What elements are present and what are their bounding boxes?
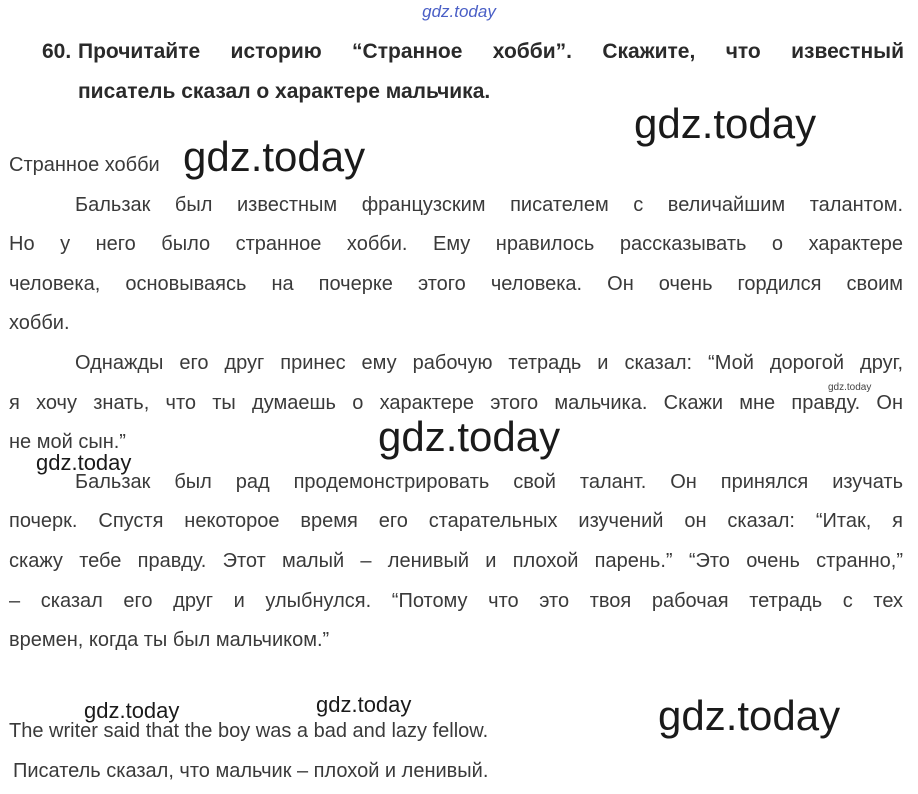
text-line: хобби. <box>9 312 70 335</box>
task-text-line-1: Прочитайте историю “Странное хобби”. Скажите, что известный <box>78 40 904 63</box>
watermark: gdz.today <box>378 413 561 460</box>
text-line: почерк. Спустя некоторое время его старательных изучений он сказал: “Итак, я <box>9 510 903 533</box>
task-number: 60. <box>42 40 72 63</box>
answer-english: The writer said that the boy was a bad and lazy fellow. <box>9 720 489 742</box>
story-paragraph <box>9 186 903 344</box>
text-line: времен, когда ты был мальчиком.” <box>9 629 330 652</box>
watermark-top: gdz.today <box>422 2 496 21</box>
watermark: gdz.today <box>36 450 132 475</box>
text-line: – сказал его друг и улыбнулся. “Потому что это твоя рабочая тетрадь с тех <box>9 589 903 612</box>
watermark: gdz.today <box>84 698 180 723</box>
watermark: gdz.today <box>658 692 841 739</box>
text-line: я хочу знать, что ты думаешь о характере этого мальчика. Скажи мне правду. Он <box>9 391 903 414</box>
text-line: Бальзак был известным французским писателем с величайшим талантом. <box>75 193 903 216</box>
answer-russian: Писатель сказал, что мальчик – плохой и ленивый. <box>13 760 489 782</box>
story-paragraph <box>9 463 903 661</box>
text-line: человека, основываясь на почерке этого человека. Он очень гордился своим <box>9 272 903 295</box>
story-title: Странное хобби <box>9 154 160 176</box>
watermark: gdz.today <box>634 100 817 147</box>
watermark: gdz.today <box>316 692 412 717</box>
text-line: Но у него было странное хобби. Ему нравилось рассказывать о характере <box>9 233 903 256</box>
text-line: Бальзак был рад продемонстрировать свой талант. Он принялся изучать <box>75 470 903 493</box>
watermark: gdz.today <box>828 382 872 393</box>
watermark: gdz.today <box>183 133 366 180</box>
text-line: Однажды его друг принес ему рабочую тетрадь и сказал: “Мой дорогой друг, <box>75 351 903 374</box>
text-line: не мой сын.” <box>9 431 126 454</box>
text-line: скажу тебе правду. Этот малый – ленивый и плохой парень.” “Это очень странно,” <box>9 549 903 572</box>
story-text <box>9 146 903 661</box>
task-text-line-2: писатель сказал о характере мальчика. <box>78 80 491 103</box>
